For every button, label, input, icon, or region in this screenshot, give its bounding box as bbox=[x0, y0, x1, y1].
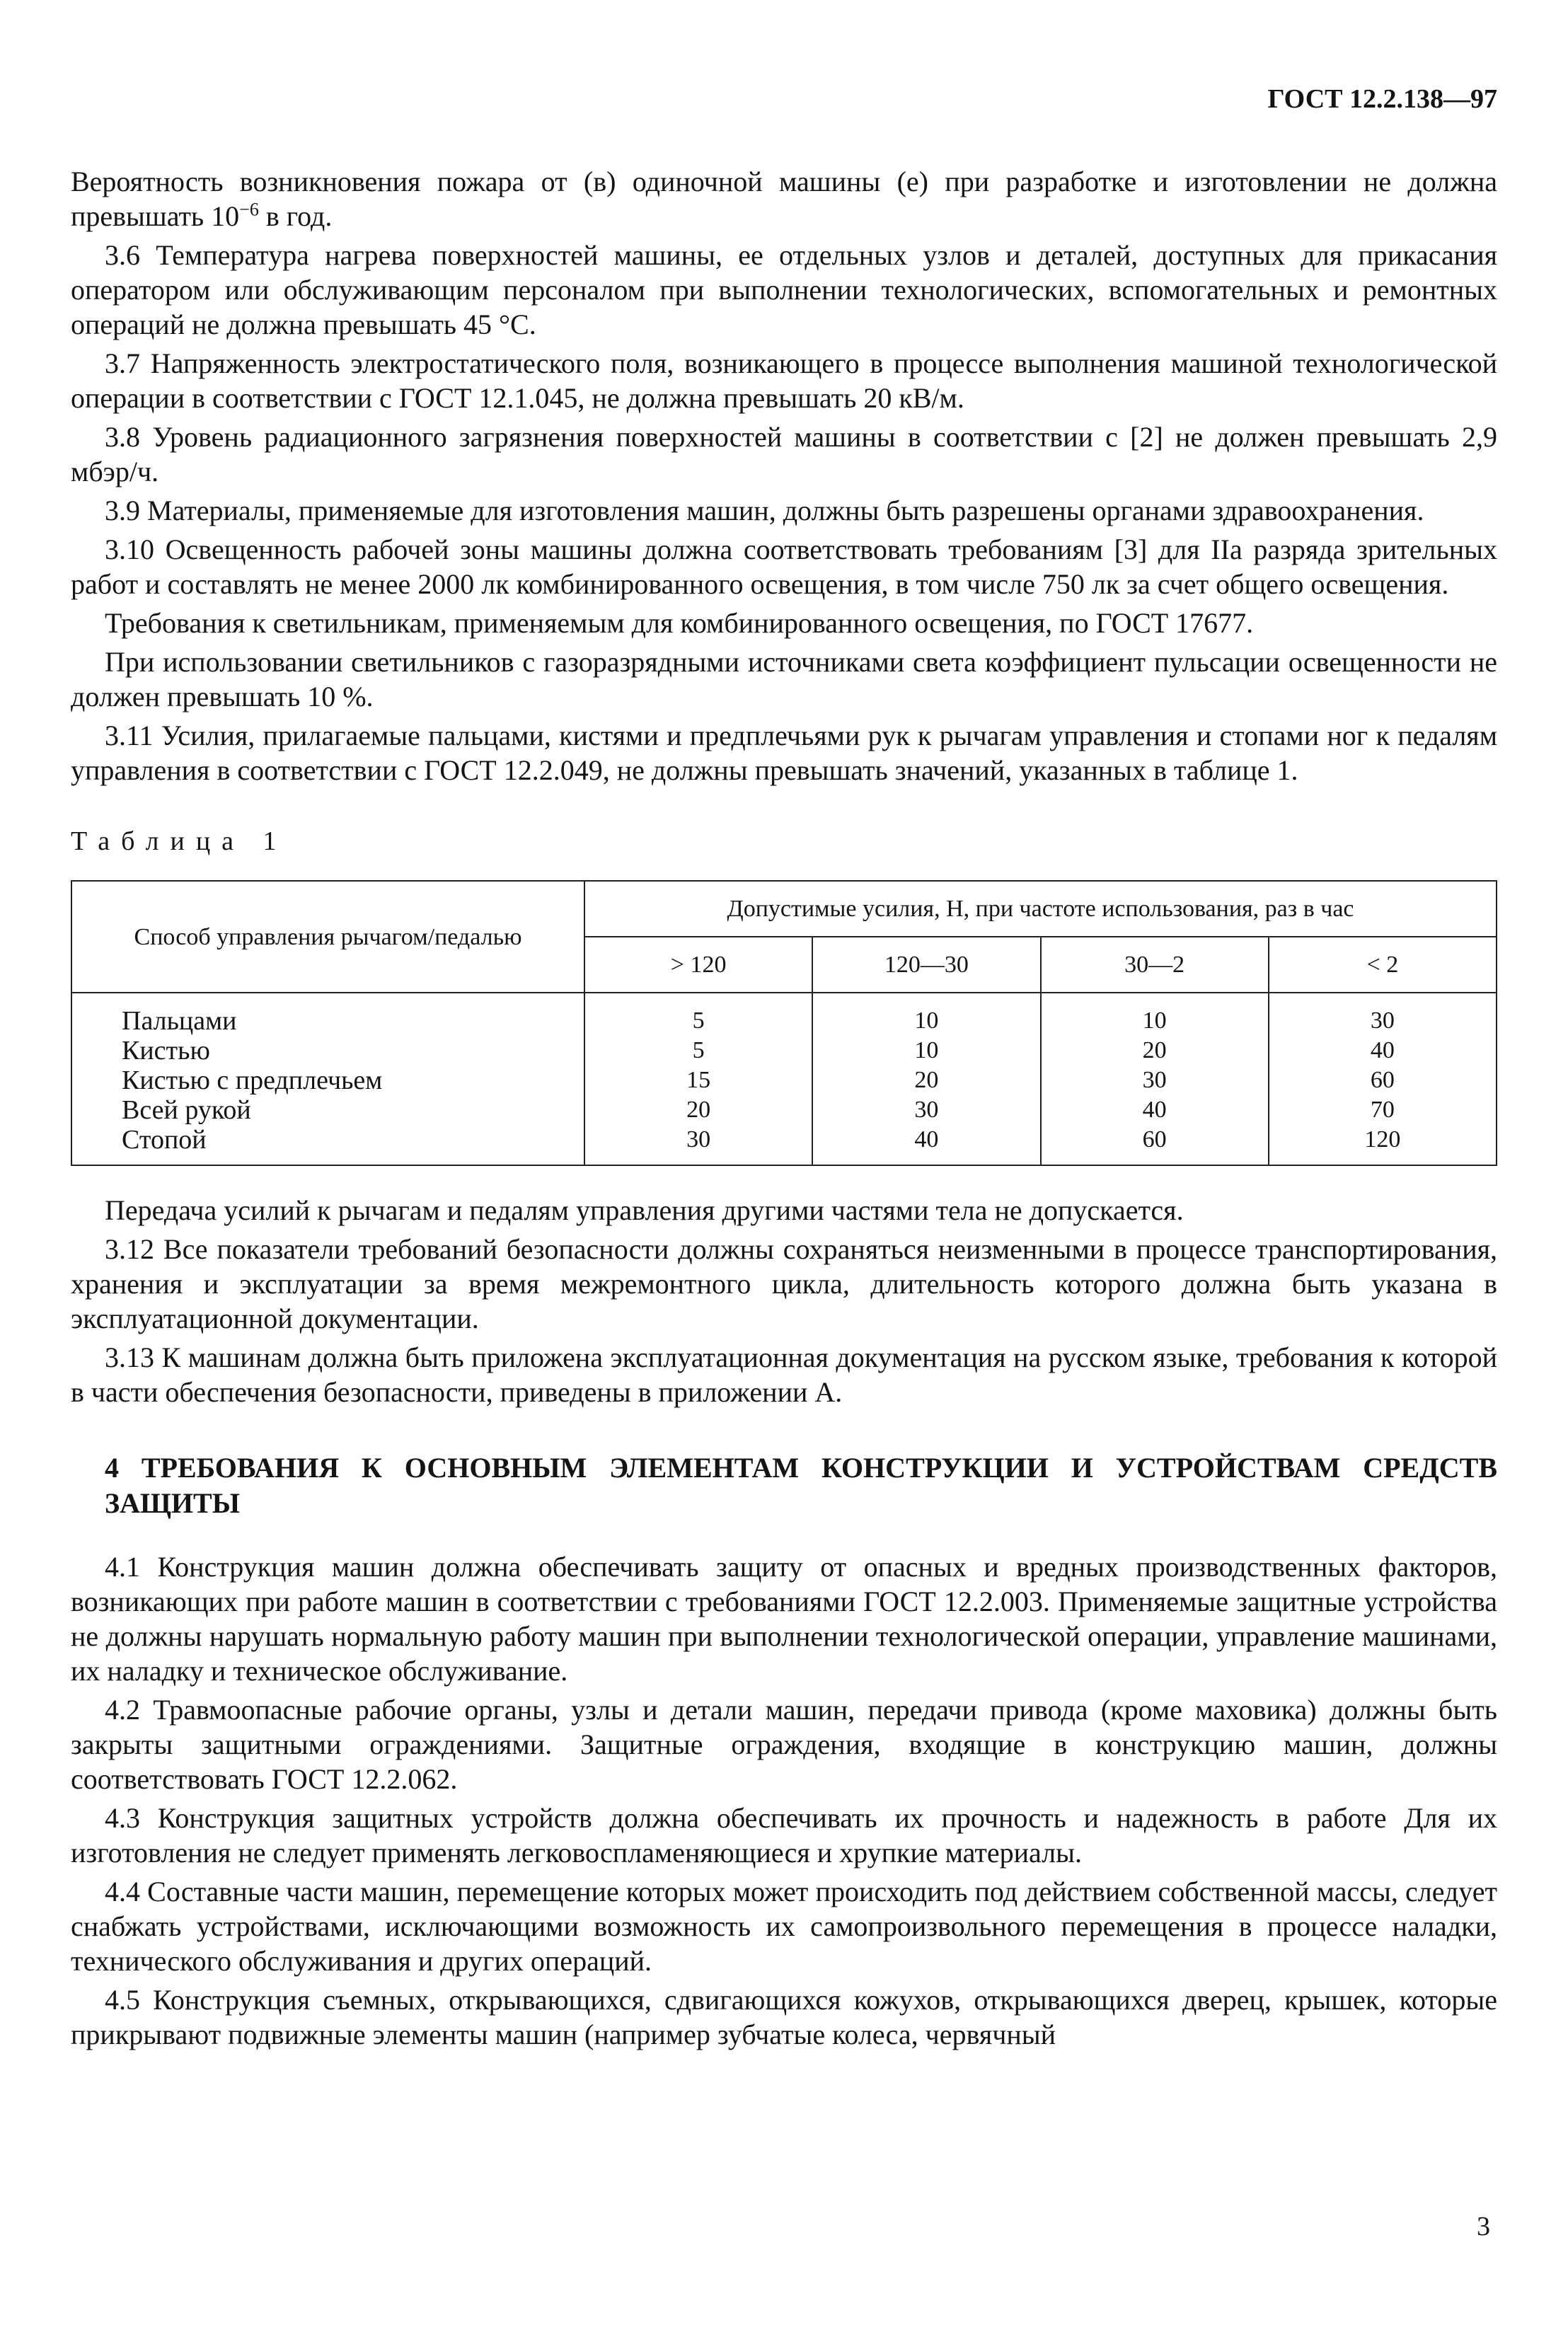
row-method: Кистью bbox=[71, 1036, 584, 1066]
paragraph-3-10-luminaires: Требования к светильникам, применяемым для комбинированного освещения, по ГОСТ 17677. bbox=[105, 607, 1254, 639]
paragraph-3-13: 3.13 К машинам должна быть приложена эксплуатационная документация на русском языке, требования к которой в части обеспечения безопасности, приведены в приложении А. bbox=[71, 1341, 1497, 1408]
header-forces: Допустимые усилия, Н, при частоте использования, раз в час bbox=[584, 881, 1497, 937]
section-4-heading: 4 ТРЕБОВАНИЯ К ОСНОВНЫМ ЭЛЕМЕНТАМ КОНСТРУКЦИИ И УСТРОЙСТВАМ СРЕДСТВ ЗАЩИТЫ bbox=[105, 1452, 1497, 1519]
fire-text-b: в год. bbox=[258, 200, 333, 232]
header-freq-2: 120—30 bbox=[812, 937, 1040, 993]
paragraph-3-6: 3.6 Температура нагрева поверхностей машины, ее отдельных узлов и деталей, доступных для прикасания оператором или обслуживающим персоналом при выполнении технологических, вспомогательных и ремонтных операций не должна превышать 45 °С. bbox=[71, 239, 1497, 340]
paragraph-3-10: 3.10 Освещенность рабочей зоны машины должна соответствовать требованиям [3] для IIа разряда зрительных работ и составлять не менее 2000 лк комбинированного освещения, в том числе 750 лк за счет общего освещения. bbox=[71, 533, 1497, 600]
cell-value: 40 bbox=[812, 1125, 1040, 1165]
cell-value: 30 bbox=[1269, 993, 1497, 1036]
cell-value: 70 bbox=[1269, 1095, 1497, 1125]
cell-value: 120 bbox=[1269, 1125, 1497, 1165]
page-number: 3 bbox=[1477, 2212, 1490, 2241]
paragraph-4-2: 4.2 Травмоопасные рабочие органы, узлы и детали машин, передачи привода (кроме маховика) должны быть закрыты защитными ограждениями. Защитные ограждения, входящие в конструкцию машин, должны соответствовать ГОСТ 12.2.062. bbox=[71, 1694, 1497, 1795]
fire-text-a: Вероятность возникновения пожара от (в) одиночной машины (е) при разработке и изготовлении не должна превышать 10 bbox=[71, 166, 1497, 232]
table-caption: Таблица 1 bbox=[71, 826, 288, 856]
fire-exponent: −6 bbox=[239, 199, 259, 220]
cell-value: 10 bbox=[812, 993, 1040, 1036]
paragraph-3-7: 3.7 Напряженность электростатического поля, возникающего в процессе выполнения машиной технологической операции в соответствии с ГОСТ 12.1.045, не должна превышать 20 кВ/м. bbox=[71, 347, 1497, 414]
row-method: Всей рукой bbox=[71, 1095, 584, 1125]
cell-value: 10 bbox=[1041, 993, 1269, 1036]
cell-value: 10 bbox=[812, 1036, 1040, 1066]
paragraph-4-5: 4.5 Конструкция съемных, открывающихся, сдвигающихся кожухов, открывающихся дверец, крышек, которые прикрывают подвижные элементы машин (например зубчатые колеса, червячный bbox=[71, 1984, 1497, 2050]
paragraph-3-12: 3.12 Все показатели требований безопасности должны сохраняться неизменными в процессе транспортирования, хранения и эксплуатации за время межремонтного цикла, длительность которого должна быть указана в эксплуатационной документации. bbox=[71, 1233, 1497, 1334]
cell-value: 5 bbox=[584, 993, 812, 1036]
cell-value: 30 bbox=[812, 1095, 1040, 1125]
paragraph-fire-probability bbox=[71, 164, 1497, 233]
paragraph-3-10-pulsation: При использовании светильников с газоразрядными источниками света коэффициент пульсации освещенности не должен превышать 10 %. bbox=[71, 646, 1497, 712]
cell-value: 60 bbox=[1269, 1066, 1497, 1095]
header-freq-3: 30—2 bbox=[1041, 937, 1269, 993]
header-freq-1: > 120 bbox=[584, 937, 812, 993]
paragraph-4-1: 4.1 Конструкция машин должна обеспечивать защиту от опасных и вредных производственных факторов, возникающих при работе машин в соответствии с требованиями ГОСТ 12.2.003. Применяемые защитные устройства не должны нарушать нормальную работу машин при выполнении технологической операции, управление машинами, их наладку и техническое обслуживание. bbox=[71, 1551, 1497, 1687]
paragraph-3-11: 3.11 Усилия, прилагаемые пальцами, кистями и предплечьями рук к рычагам управления и стопами ног к педалям управления в соответствии с ГОСТ 12.2.049, не должны превышать значений, указанных в таблице 1. bbox=[71, 720, 1497, 786]
cell-value: 60 bbox=[1041, 1125, 1269, 1165]
standard-header: ГОСТ 12.2.138—97 bbox=[1267, 84, 1497, 114]
paragraph-3-8: 3.8 Уровень радиационного загрязнения поверхностей машины в соответствии с [2] не должен превышать 2,9 мбэр/ч. bbox=[71, 421, 1497, 487]
cell-value: 20 bbox=[1041, 1036, 1269, 1066]
cell-value: 20 bbox=[812, 1066, 1040, 1095]
header-freq-4: < 2 bbox=[1269, 937, 1497, 993]
table-row bbox=[71, 1095, 1497, 1125]
forces-table bbox=[71, 880, 1497, 1166]
paragraph-4-4: 4.4 Составные части машин, перемещение которых может происходить под действием собственной массы, следует снабжать устройствами, исключающими возможность их самопроизвольного перемещения в процессе наладки, технического обслуживания и других операций. bbox=[71, 1876, 1497, 1977]
cell-value: 20 bbox=[584, 1095, 812, 1125]
cell-value: 15 bbox=[584, 1066, 812, 1095]
table-row bbox=[71, 993, 1497, 1036]
paragraph-3-9: 3.9 Материалы, применяемые для изготовления машин, должны быть разрешены органами здравоохранения. bbox=[105, 495, 1424, 526]
body-text bbox=[71, 164, 1497, 2056]
header-method: Способ управления рычагом/педалью bbox=[71, 881, 584, 993]
cell-value: 5 bbox=[584, 1036, 812, 1066]
cell-value: 40 bbox=[1269, 1036, 1497, 1066]
table-row bbox=[71, 1125, 1497, 1165]
paragraph-force-transfer: Передача усилий к рычагам и педалям управления другими частями тела не допускается. bbox=[105, 1194, 1184, 1226]
row-method: Кистью с предплечьем bbox=[71, 1066, 584, 1095]
row-method: Стопой bbox=[71, 1125, 584, 1165]
cell-value: 40 bbox=[1041, 1095, 1269, 1125]
cell-value: 30 bbox=[1041, 1066, 1269, 1095]
cell-value: 30 bbox=[584, 1125, 812, 1165]
table-row bbox=[71, 1036, 1497, 1066]
paragraph-4-3: 4.3 Конструкция защитных устройств должна обеспечивать их прочность и надежность в работе Для их изготовления не следует применять легковоспламеняющиеся и хрупкие материалы. bbox=[71, 1802, 1497, 1869]
row-method: Пальцами bbox=[71, 993, 584, 1036]
table-row bbox=[71, 1066, 1497, 1095]
